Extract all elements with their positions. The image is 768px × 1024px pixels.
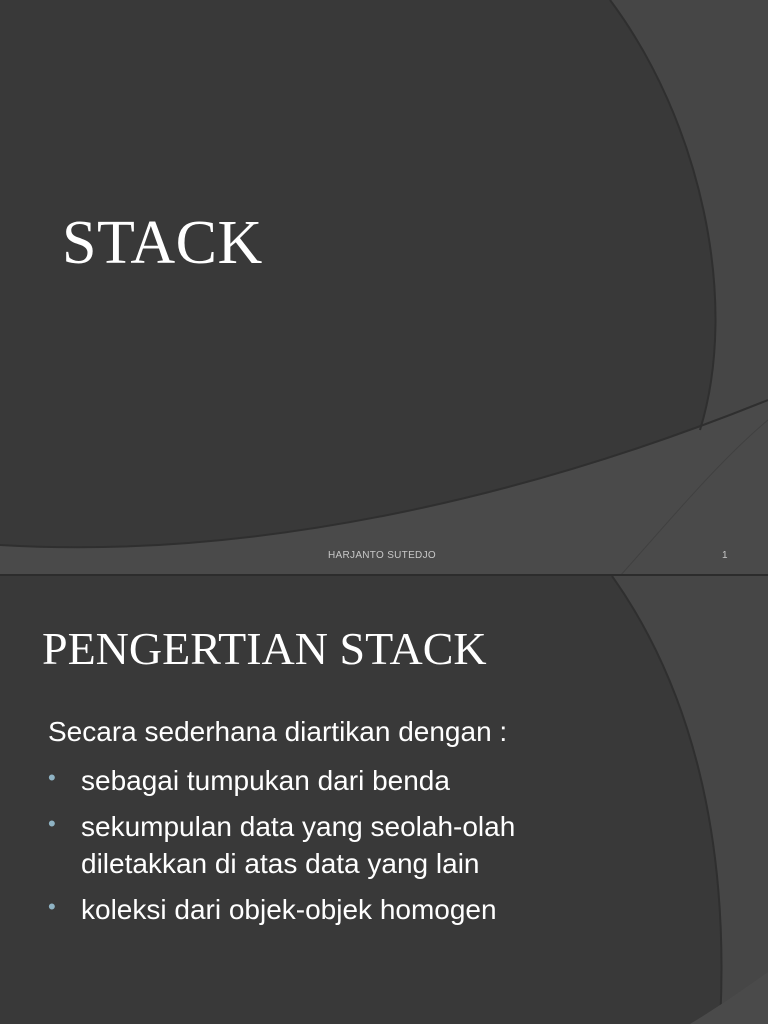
content-slide: [0, 576, 768, 1024]
bullet-text: sekumpulan data yang seolah-olah: [81, 811, 516, 842]
bullet-list: [48, 762, 668, 937]
footer-author: HARJANTO SUTEDJO: [328, 550, 436, 561]
slide-title: STACK: [62, 209, 263, 277]
bullet-icon: •: [48, 765, 56, 790]
list-item: [48, 891, 668, 928]
bullet-text: koleksi dari objek-objek homogen: [81, 894, 497, 925]
bullet-text: sebagai tumpukan dari benda: [81, 765, 450, 796]
slide-title: PENGERTIAN STACK: [42, 623, 487, 674]
bullet-icon: •: [48, 811, 56, 836]
intro-text: Secara sederhana diartikan dengan :: [48, 716, 508, 747]
list-item: [48, 808, 668, 882]
bullet-text-continued: diletakkan di atas data yang lain: [81, 848, 480, 879]
bullet-icon: •: [48, 894, 56, 919]
list-item: [48, 762, 668, 799]
page-number: 1: [722, 550, 728, 561]
